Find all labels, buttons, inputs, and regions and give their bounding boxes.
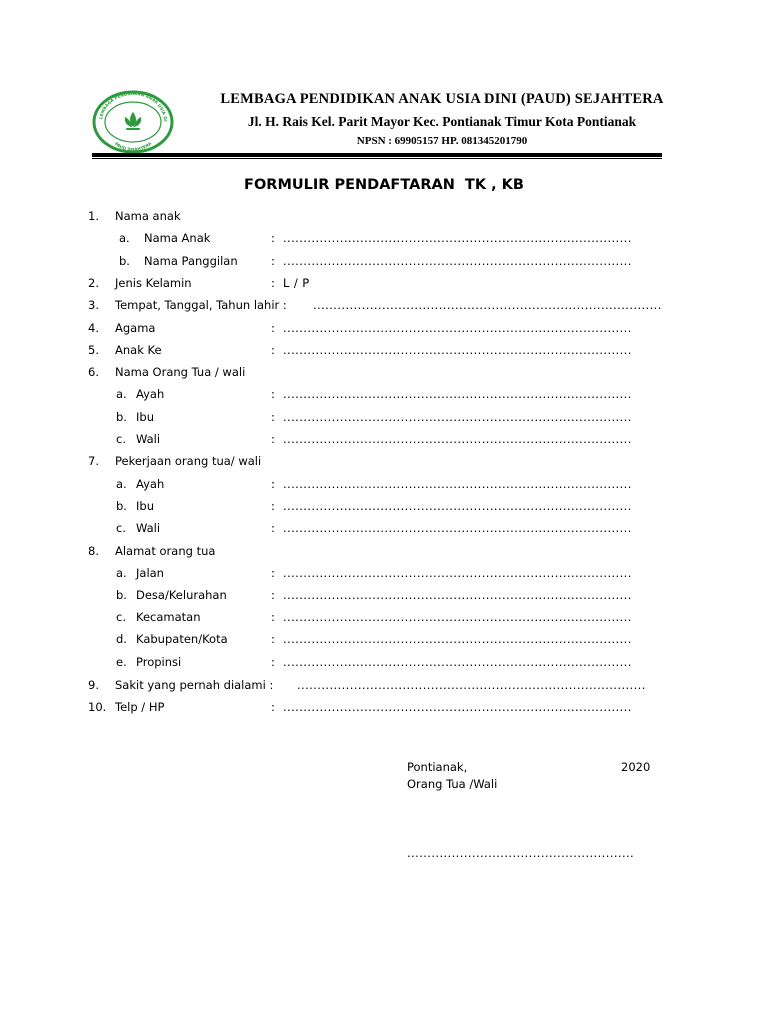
mother-job-field[interactable]: ...................................................................................... bbox=[283, 499, 632, 513]
street-field[interactable]: ...................................................................................... bbox=[283, 566, 632, 580]
colon: : bbox=[271, 231, 275, 245]
sub-label: Kecamatan bbox=[136, 610, 201, 624]
sub-label: Ibu bbox=[136, 499, 154, 513]
item-label: Alamat orang tua bbox=[115, 544, 216, 558]
sub-letter: a. bbox=[116, 566, 127, 580]
item-label: Agama bbox=[115, 321, 156, 335]
sub-label: Nama Anak bbox=[144, 231, 211, 245]
signature-year: 2020 bbox=[621, 760, 651, 774]
colon: : bbox=[271, 499, 275, 513]
sub-letter: b. bbox=[116, 588, 127, 602]
colon: : bbox=[271, 343, 275, 357]
item-number: 10. bbox=[88, 700, 107, 714]
colon: : bbox=[271, 566, 275, 580]
sub-label: Ayah bbox=[136, 387, 165, 401]
colon: : bbox=[271, 387, 275, 401]
sub-letter: c. bbox=[116, 521, 126, 535]
item-number: 8. bbox=[88, 544, 99, 558]
religion-field[interactable]: ...................................................................................... bbox=[283, 321, 632, 335]
colon: : bbox=[271, 321, 275, 335]
sub-label: Wali bbox=[136, 432, 161, 446]
colon: : bbox=[271, 477, 275, 491]
signature-line[interactable]: ........................................................ bbox=[407, 846, 635, 860]
sub-label: Wali bbox=[136, 521, 161, 535]
colon: : bbox=[271, 700, 275, 714]
child-order-field[interactable]: ...................................................................................... bbox=[283, 343, 632, 357]
institution-address: Jl. H. Rais Kel. Parit Mayor Kec. Pontianak Timur Kota Pontianak bbox=[247, 114, 637, 129]
institution-name: LEMBAGA PENDIDIKAN ANAK USIA DINI (PAUD) SEJAHTERA bbox=[220, 91, 664, 107]
sub-letter: b. bbox=[119, 254, 130, 268]
sub-letter: c. bbox=[116, 432, 126, 446]
colon: : bbox=[271, 432, 275, 446]
item-label: Nama anak bbox=[115, 209, 181, 223]
gender-options[interactable]: L / P bbox=[283, 276, 310, 290]
colon: : bbox=[271, 588, 275, 602]
guardian-name-field[interactable]: ...................................................................................... bbox=[283, 432, 632, 446]
item-number: 6. bbox=[88, 365, 99, 379]
village-field[interactable]: ...................................................................................... bbox=[283, 588, 632, 602]
sub-letter: c. bbox=[116, 610, 126, 624]
signature-place: Pontianak, bbox=[407, 760, 468, 774]
logo-arc-text: LEMBAGA PENDIDIKAN ANAK USIA DI bbox=[98, 90, 169, 122]
mother-name-field[interactable]: ...................................................................................... bbox=[283, 410, 632, 424]
sub-letter: e. bbox=[116, 655, 127, 669]
signature-role: Orang Tua /Wali bbox=[407, 777, 498, 791]
item-label: Telp / HP bbox=[115, 700, 165, 714]
colon: : bbox=[271, 632, 275, 646]
item-label: Pekerjaan orang tua/ wali bbox=[115, 454, 262, 468]
sub-letter: a. bbox=[116, 387, 127, 401]
nickname-field[interactable]: ...................................................................................... bbox=[283, 254, 632, 268]
sub-label: Ayah bbox=[136, 477, 165, 491]
item-label: Nama Orang Tua / wali bbox=[115, 365, 246, 379]
district-field[interactable]: ...................................................................................... bbox=[283, 610, 632, 624]
institution-contact: NPSN : 69905157 HP. 081345201790 bbox=[356, 135, 528, 147]
colon: : bbox=[271, 276, 275, 290]
sub-letter: a. bbox=[116, 477, 127, 491]
illness-field[interactable]: ...................................................................................... bbox=[297, 678, 646, 692]
colon: : bbox=[271, 521, 275, 535]
item-number: 4. bbox=[88, 321, 99, 335]
name-field[interactable]: ...................................................................................... bbox=[283, 231, 632, 245]
birth-field[interactable]: ...................................................................................... bbox=[313, 298, 662, 312]
phone-field[interactable]: ...................................................................................... bbox=[283, 700, 632, 714]
item-number: 1. bbox=[88, 209, 99, 223]
sub-letter: d. bbox=[116, 632, 127, 646]
colon: : bbox=[271, 610, 275, 624]
colon: : bbox=[271, 254, 275, 268]
item-label: Anak Ke bbox=[115, 343, 162, 357]
province-field[interactable]: ...................................................................................... bbox=[283, 655, 632, 669]
item-number: 3. bbox=[88, 298, 99, 312]
item-label: Jenis Kelamin bbox=[115, 276, 192, 290]
sub-label: Ibu bbox=[136, 410, 154, 424]
sub-label: Jalan bbox=[136, 566, 164, 580]
sub-letter: a. bbox=[119, 231, 130, 245]
sub-letter: b. bbox=[116, 499, 127, 513]
colon: : bbox=[271, 655, 275, 669]
item-label: Sakit yang pernah dialami : bbox=[115, 678, 274, 692]
item-number: 9. bbox=[88, 678, 99, 692]
item-number: 2. bbox=[88, 276, 99, 290]
item-number: 5. bbox=[88, 343, 99, 357]
logo-bottom-text: PAUD SEJAHTERA bbox=[113, 140, 153, 153]
sub-label: Nama Panggilan bbox=[144, 254, 238, 268]
form-title: FORMULIR PENDAFTARAN TK , KB bbox=[244, 177, 524, 193]
father-name-field[interactable]: ...................................................................................... bbox=[283, 387, 632, 401]
sub-label: Propinsi bbox=[136, 655, 182, 669]
sub-label: Kabupaten/Kota bbox=[136, 632, 228, 646]
sub-label: Desa/Kelurahan bbox=[136, 588, 227, 602]
colon: : bbox=[271, 410, 275, 424]
item-number: 7. bbox=[88, 454, 99, 468]
item-label: Tempat, Tanggal, Tahun lahir : bbox=[115, 298, 287, 312]
sub-letter: b. bbox=[116, 410, 127, 424]
guardian-job-field[interactable]: ...................................................................................... bbox=[283, 521, 632, 535]
father-job-field[interactable]: ...................................................................................... bbox=[283, 477, 632, 491]
regency-field[interactable]: ...................................................................................... bbox=[283, 632, 632, 646]
